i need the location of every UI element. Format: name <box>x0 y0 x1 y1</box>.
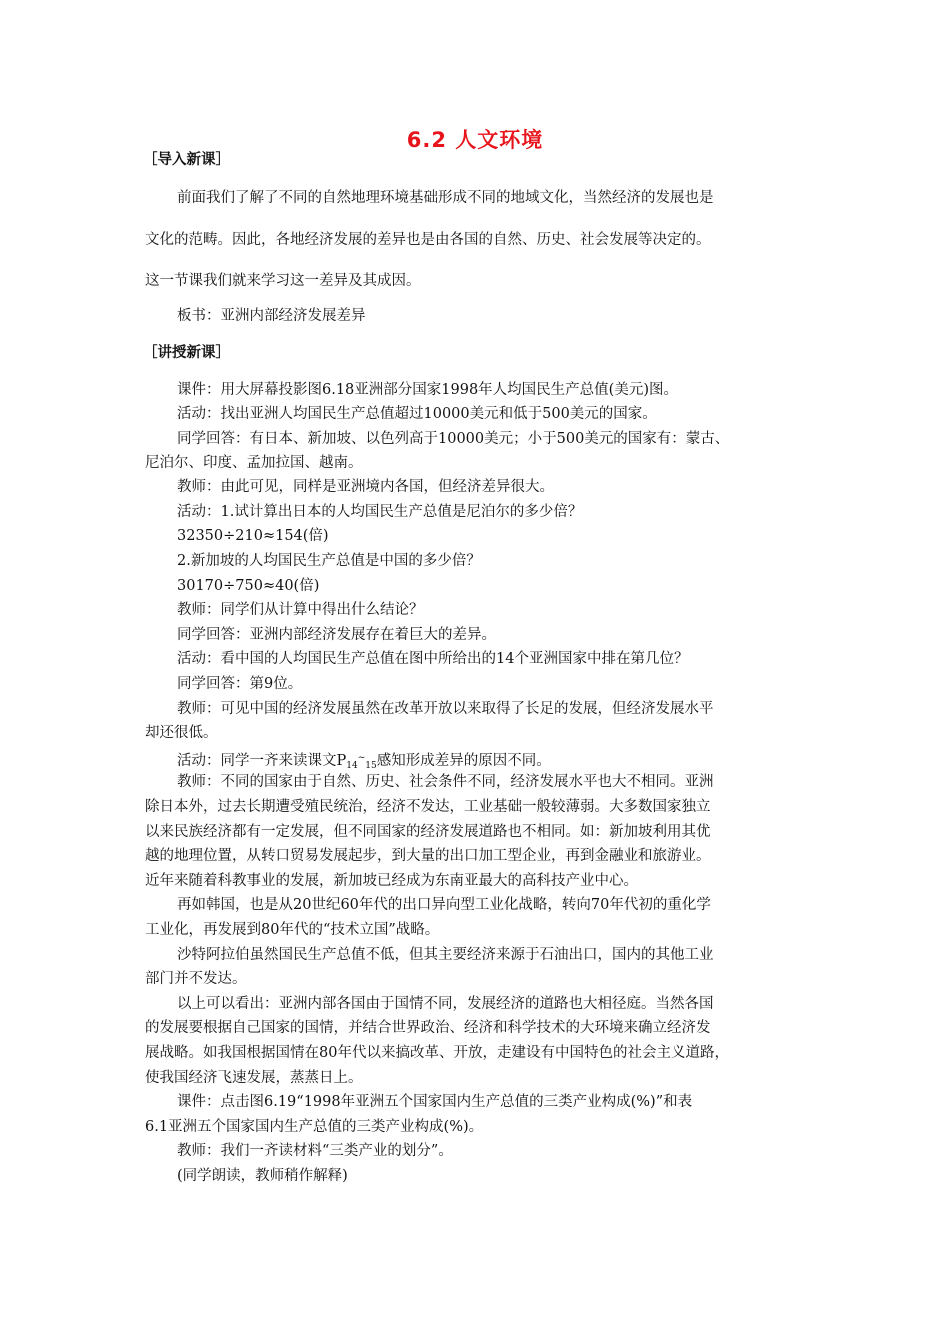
lesson-line: 教师：我们一齐读材料“三类产业的划分”。 <box>177 1143 453 1159</box>
lesson-line: 的发展要根据自己国家的国情，并结合世界政治、经济和科学技术的大环境来确立经济发 <box>145 1020 711 1036</box>
reading-activity-text: 活动：同学一齐来读课文P <box>177 753 347 769</box>
lesson-line: 教师：由此可见，同样是亚洲境内各国，但经济差异很大。 <box>177 479 554 495</box>
lesson-line: 6.1亚洲五个国家国内生产总值的三类产业构成(%)。 <box>145 1119 484 1135</box>
lesson-line: 工业化，再发展到80年代的“技术立国”战略。 <box>145 922 440 938</box>
lesson-line: 越的地理位置，从转口贸易发展起步，到大量的出口加工型企业，再到金融业和旅游业。 <box>145 848 711 864</box>
lesson-line: 30170÷750≈40(倍) <box>177 578 320 594</box>
page-range-start: 14 <box>346 761 358 771</box>
lesson-line: 尼泊尔、印度、孟加拉国、越南。 <box>145 455 363 471</box>
lesson-line: 再如韩国，也是从20世纪60年代的出口异向型工业化战略，转向70年代初的重化学 <box>177 897 711 913</box>
lesson-line: 活动：看中国的人均国民生产总值在图中所给出的14个亚洲国家中排在第几位？ <box>177 651 689 667</box>
lesson-line: 却还很低。 <box>145 725 218 741</box>
lesson-line: 以上可以看出：亚洲内部各国由于国情不同，发展经济的道路也大相径庭。当然各国 <box>177 996 714 1012</box>
intro-paragraph-line: 这一节课我们就来学习这一差异及其成因。 <box>145 273 421 289</box>
intro-paragraph-line: 文化的范畴。因此，各地经济发展的差异也是由各国的自然、历史、社会发展等决定的。 <box>145 232 711 248</box>
reading-activity-tail: 感知形成差异的原因不同。 <box>376 753 551 769</box>
intro-paragraph-line: 前面我们了解了不同的自然地理环境基础形成不同的地域文化，当然经济的发展也是 <box>177 190 714 206</box>
page-title: 6.2 人文环境 <box>406 128 544 152</box>
lesson-line: (同学朗读，教师稍作解释) <box>177 1168 348 1184</box>
lesson-line: 除日本外，过去长期遭受殖民统治，经济不发达，工业基础一般较薄弱。大多数国家独立 <box>145 799 711 815</box>
lesson-line: 教师：可见中国的经济发展虽然在改革开放以来取得了长足的发展，但经济发展水平 <box>177 701 714 717</box>
lesson-line: 沙特阿拉伯虽然国民生产总值不低，但其主要经济来源于石油出口，国内的其他工业 <box>177 947 714 963</box>
lesson-line: 课件：点击图6.19“1998年亚洲五个国家国内生产总值的三类产业构成(%)”和表 <box>177 1094 693 1110</box>
intro-heading: ［导入新课］ <box>143 152 230 168</box>
lesson-line: 32350÷210≈154(倍) <box>177 528 329 544</box>
lesson-heading: ［讲授新课］ <box>143 345 230 361</box>
lesson-line: 展战略。如我国根据国情在80年代以来搞改革、开放，走建设有中国特色的社会主义道路， <box>145 1045 729 1061</box>
blackboard-note: 板书：亚洲内部经济发展差异 <box>177 308 366 324</box>
lesson-line: 近年来随着科教事业的发展，新加坡已经成为东南亚最大的高科技产业中心。 <box>145 873 638 889</box>
lesson-line: 课件：用大屏幕投影图6.18亚洲部分国家1998年人均国民生产总值(美元)图。 <box>177 382 678 398</box>
lesson-line: 以来民族经济都有一定发展，但不同国家的经济发展道路也不相同。如：新加坡利用其优 <box>145 824 711 840</box>
lesson-line: 使我国经济飞速发展，蒸蒸日上。 <box>145 1070 363 1086</box>
page-range-tilde: ~ <box>357 753 366 763</box>
lesson-line: 活动：找出亚洲人均国民生产总值超过10000美元和低于500美元的国家。 <box>177 406 657 422</box>
lesson-line: 2.新加坡的人均国民生产总值是中国的多少倍？ <box>177 553 481 569</box>
lesson-line: 同学回答：亚洲内部经济发展存在着巨大的差异。 <box>177 627 496 643</box>
lesson-line: 教师：不同的国家由于自然、历史、社会条件不同，经济发展水平也大不相同。亚洲 <box>177 774 714 790</box>
lesson-line: 同学回答：有日本、新加坡、以色列高于10000美元；小于500美元的国家有：蒙古、 <box>177 431 730 447</box>
lesson-line: 部门并不发达。 <box>145 971 247 987</box>
lesson-line: 同学回答：第9位。 <box>177 676 303 692</box>
page-range-end: 15 <box>365 761 377 771</box>
lesson-line: 活动：1.试计算出日本的人均国民生产总值是尼泊尔的多少倍？ <box>177 504 583 520</box>
lesson-line: 教师：同学们从计算中得出什么结论？ <box>177 602 424 618</box>
